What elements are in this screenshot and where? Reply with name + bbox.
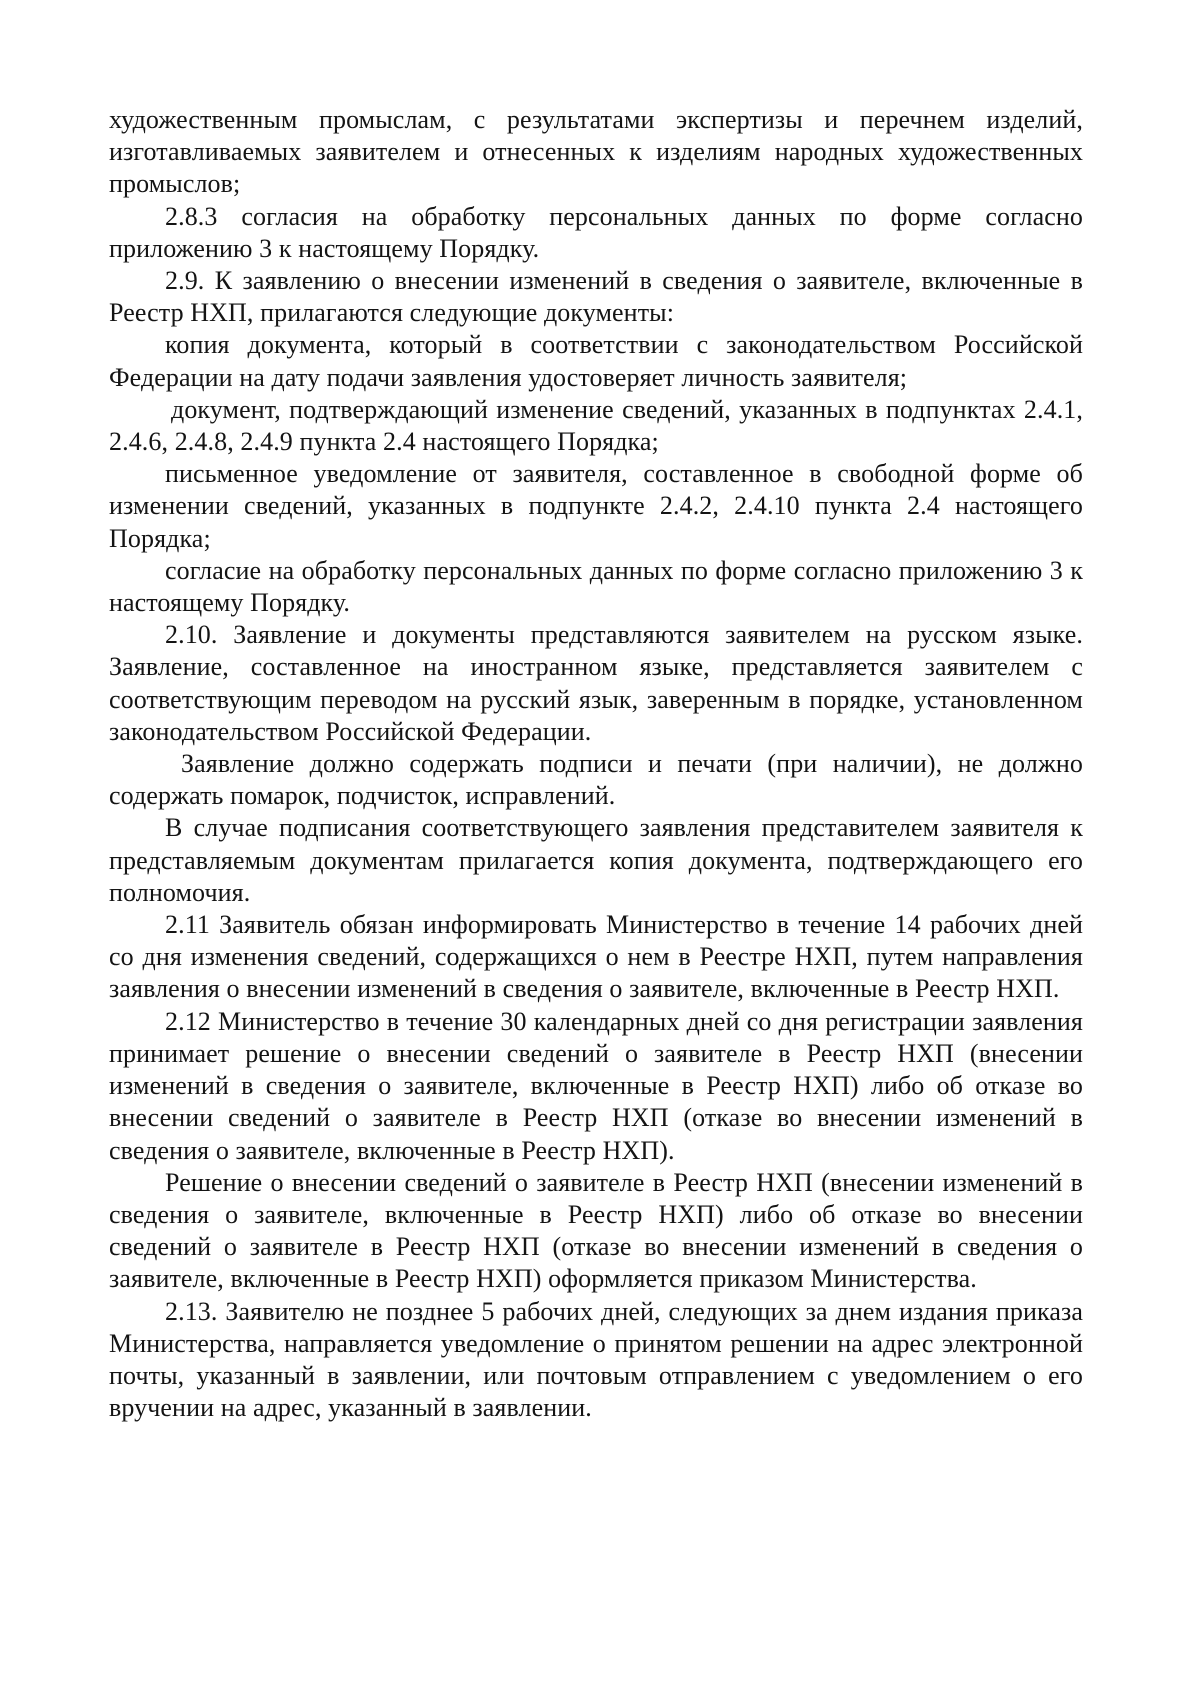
list-item-change-document: документ, подтверждающий изменение сведений, указанных в подпунктах 2.4.1, 2.4.6, 2.4.8, 2.4.9 пункта 2.4 настоящего Порядка; — [109, 394, 1083, 457]
list-item-written-notice: письменное уведомление от заявителя, составленное в свободной форме об изменении сведений, указанных в подпункте 2.4.2, 2.4.10 пункта 2.4 настоящего Порядка; — [109, 459, 1083, 553]
list-item-identity-copy: копия документа, который в соответствии с законодательством Российской Федерации на дату подачи заявления удостоверяет личность заявителя; — [109, 330, 1083, 392]
paragraph-continuation: художественным промыслам, с результатами экспертизы и перечнем изделий, изготавливаемых заявителем и отнесенных к изделиям народных художественных промыслов; — [109, 105, 1083, 199]
paragraph-2-8-3: 2.8.3 согласия на обработку персональных данных по форме согласно приложению 3 к настоящему Порядку. — [109, 201, 1083, 263]
paragraph-2-9: 2.9. К заявлению о внесении изменений в сведения о заявителе, включенные в Реестр НХП, прилагаются следующие документы: — [109, 266, 1083, 328]
paragraph-2-10: 2.10. Заявление и документы представляются заявителем на русском языке. Заявление, составленное на иностранном языке, представляется заявителем с соответствующим переводом на русский язык, заверенным в порядке, установленном законодательством Российской Федерации. — [109, 620, 1083, 746]
document-page — [109, 104, 1083, 1424]
paragraph-2-11: 2.11 Заявитель обязан информировать Министерство в течение 14 рабочих дней со дня изменения сведений, содержащихся о нем в Реестре НХП, путем направления заявления о внесении изменений в сведения о заявителе, включенные в Реестр НХП. — [109, 910, 1083, 1004]
list-item-consent: согласие на обработку персональных данных по форме согласно приложению 3 к настоящему Порядку. — [109, 555, 1083, 618]
paragraph-representative: В случае подписания соответствующего заявления представителем заявителя к представляемым документам прилагается копия документа, подтверждающего его полномочия. — [109, 813, 1083, 907]
paragraph-decision: Решение о внесении сведений о заявителе в Реестр НХП (внесении изменений в сведения о заявителе, включенные в Реестр НХП) либо об отказе во внесении сведений о заявителе в Реестр НХП (отказе во внесении изменений в сведения о заявителе, включенные в Реестр НХП) оформляется приказом Министерства. — [109, 1167, 1083, 1294]
paragraph-2-13: 2.13. Заявителю не позднее 5 рабочих дней, следующих за днем издания приказа Министерства, направляется уведомление о принятом решении на адрес электронной почты, указанный в заявлении, или почтовым отправлением с уведомлением о его вручении на адрес, указанный в заявлении. — [109, 1296, 1083, 1423]
paragraph-signatures: Заявление должно содержать подписи и печати (при наличии), не должно содержать помарок, подчисток, исправлений. — [109, 749, 1083, 811]
paragraph-2-12: 2.12 Министерство в течение 30 календарных дней со дня регистрации заявления принимает решение о внесении сведений о заявителе в Реестр НХП (внесении изменений в сведения о заявителе, включенные в Реестр НХП) либо об отказе во внесении сведений о заявителе в Реестр НХП (отказе во внесении изменений в сведения о заявителе, включенные в Реестр НХП). — [109, 1006, 1083, 1165]
